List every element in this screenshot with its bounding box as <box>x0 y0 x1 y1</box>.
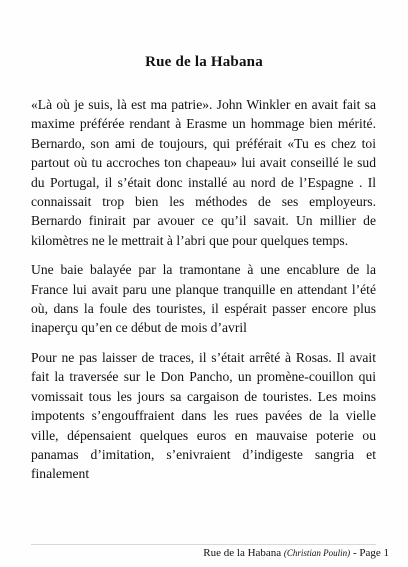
paragraph-2: Une baie balayée par la tramontane à une encablure de la France lui avait paru une planque tranquille en attendant l’été où, dans la foule des touristes, il espérait passer encore plus inaperçu qu’en ce début de mois d’avril <box>31 262 376 336</box>
footer-page-number: Page 1 <box>359 547 389 559</box>
page-footer <box>203 547 389 559</box>
paragraph-3: Pour ne pas laisser de traces, il s’était arrêté à Rosas. Il avait fait la traversée sur le Don Pancho, un promène-couillon qui vomissait tous les jours sa cargaison de touristes. Les moins impotents s’engouffraient dans les rues pavées de la vielle ville, dépensaient quelques euros en mauvaise poterie ou panamas d’imitation, s’enivraient d’indigeste sangria et finalement <box>31 349 376 482</box>
body-text <box>31 95 376 494</box>
footer-divider <box>31 544 376 545</box>
paragraph-1: «Là où je suis, là est ma patrie». John Winkler en avait fait sa maxime préférée rendant à Erasme un hommage bien mérité. Bernardo, son ami de toujours, qui préférait «Tu es chez toi partout où tu accroches ton chapeau» lui avait conseillé le sud du Portugal, il s’était donc installé au nord de l’Espagne . Il connaissait trop bien les méthodes de ses employeurs. Bernardo finirait par avouer ce qu’il savait. Un millier de kilomètres ne le mettrait à l’abri que pour quelques temps. <box>31 97 376 248</box>
footer-separator: - <box>352 547 357 559</box>
footer-title: Rue de la Habana <box>203 547 282 559</box>
footer-author: (Christian Poulin) <box>283 548 351 558</box>
page-title: Rue de la Habana <box>145 54 263 70</box>
